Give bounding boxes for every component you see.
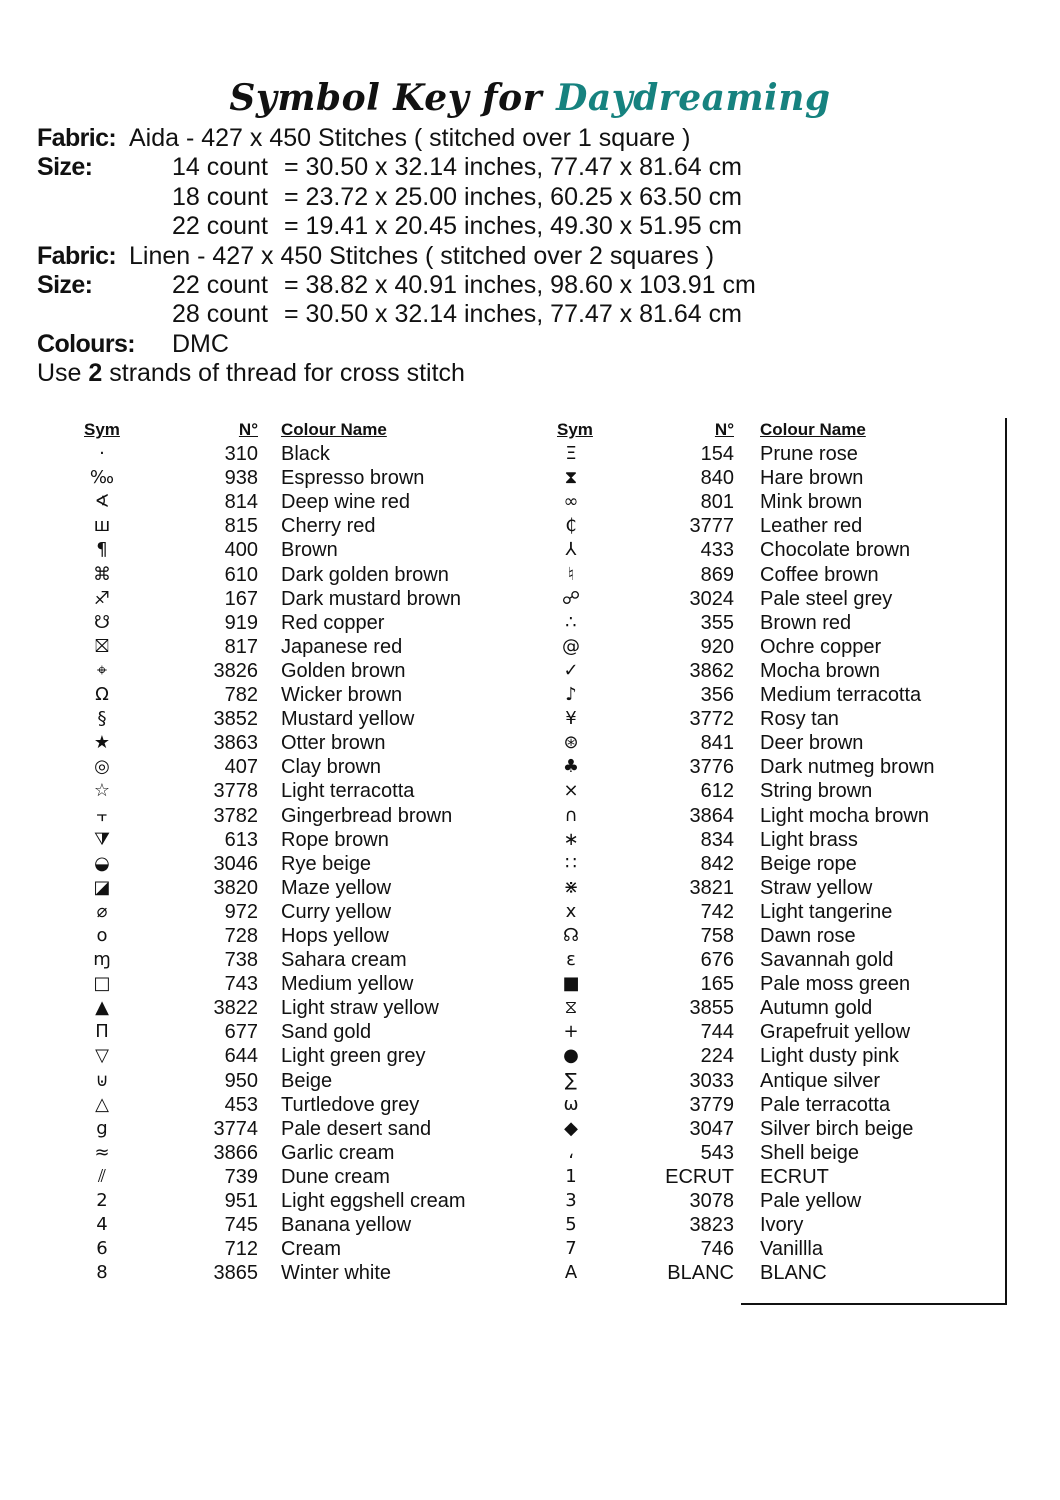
stitch-symbol-icon: ⌀ — [96, 900, 108, 922]
dmc-number: 3046 — [213, 852, 258, 875]
fabric-label: Fabric: — [37, 241, 117, 270]
stitch-symbol-icon: o — [96, 924, 108, 946]
colour-name: Hops yellow — [281, 924, 389, 947]
dmc-number: 3024 — [689, 587, 734, 610]
header-sym: Sym — [557, 420, 593, 439]
colour-name: Light terracotta — [281, 780, 415, 803]
colour-name: Pale steel grey — [760, 587, 893, 610]
dmc-number: 3078 — [689, 1190, 734, 1212]
stitch-symbol-icon: ⋇ — [563, 876, 579, 898]
dmc-number: 743 — [224, 973, 258, 996]
fabric-label: Fabric: — [37, 124, 117, 152]
dmc-number: 154 — [700, 443, 734, 466]
stitch-symbol-icon: □ — [93, 973, 111, 995]
dmc-number: 920 — [700, 635, 734, 658]
stitch-symbol-icon: ∷ — [565, 852, 577, 874]
stitch-symbol-icon: ★ — [93, 732, 111, 754]
dmc-number: 676 — [700, 949, 734, 972]
stitch-symbol-icon: ⨯ — [563, 780, 579, 802]
colour-name: Leather red — [760, 515, 863, 538]
dmc-number: 3864 — [689, 804, 734, 827]
stitch-symbol-icon: § — [97, 708, 107, 730]
colour-name: Hare brown — [760, 467, 864, 490]
stitch-symbol-icon: ⧗ — [564, 467, 578, 489]
colour-name: Cherry red — [281, 515, 376, 538]
dmc-number: 842 — [700, 852, 734, 875]
dmc-number: 644 — [224, 1045, 258, 1068]
colour-name: BLANC — [760, 1262, 827, 1285]
dmc-number: BLANC — [667, 1262, 734, 1285]
dmc-number: 728 — [224, 924, 258, 947]
dmc-number: 742 — [700, 900, 734, 923]
strands-pre: Use — [37, 359, 89, 388]
colour-name: Shell beige — [760, 1141, 859, 1164]
colour-name: Autumn gold — [760, 997, 873, 1020]
colour-name: Sahara cream — [281, 949, 407, 972]
colour-name: Rye beige — [281, 852, 372, 875]
colour-name: Medium yellow — [281, 973, 414, 996]
stitch-symbol-icon: Π — [95, 1021, 109, 1043]
dmc-number: 834 — [700, 828, 734, 851]
title-lead: Symbol Key for — [229, 77, 543, 119]
colour-name: Straw yellow — [760, 876, 873, 899]
stitch-symbol-icon: 4 — [96, 1214, 108, 1236]
colour-name: Japanese red — [281, 635, 403, 658]
colour-name: Rosy tan — [760, 708, 839, 731]
colour-name: Dark mustard brown — [281, 587, 462, 610]
dmc-number: 3777 — [689, 515, 734, 538]
colour-name: Turtledove grey — [281, 1093, 420, 1116]
dmc-number: 407 — [224, 756, 258, 779]
colour-name: Dawn rose — [760, 924, 856, 947]
dmc-number: 3779 — [689, 1093, 734, 1116]
colour-name: Pale terracotta — [760, 1093, 891, 1116]
dmc-number: 712 — [224, 1238, 258, 1261]
dmc-number: 167 — [224, 587, 258, 610]
stitch-symbol-icon: ɛ — [566, 949, 576, 971]
stitch-symbol-icon: ≈ — [94, 1141, 110, 1163]
colours-value: DMC — [172, 329, 229, 358]
stitch-symbol-icon: ∴ — [565, 611, 577, 633]
dmc-number: 3821 — [689, 876, 734, 899]
stitch-symbol-icon: ⫽ — [97, 1165, 107, 1187]
table-border-bottom — [741, 1303, 1007, 1305]
stitch-symbol-icon: ω — [563, 1093, 579, 1115]
dmc-number: 3776 — [689, 756, 734, 779]
colour-name: Pale moss green — [760, 973, 911, 996]
dmc-number: 433 — [700, 539, 734, 562]
colour-name: Golden brown — [281, 659, 406, 682]
colour-name: Wicker brown — [281, 684, 403, 707]
stitch-symbol-icon: @ — [562, 635, 580, 657]
colour-name: Brown red — [760, 611, 852, 634]
dmc-number: 738 — [224, 949, 258, 972]
stitch-symbol-icon: ⛝ — [95, 635, 109, 657]
size-count: 18 count — [172, 182, 268, 211]
colour-name: Banana yellow — [281, 1214, 412, 1237]
size-count: 22 count — [172, 270, 268, 299]
colour-name: Beige — [281, 1069, 333, 1092]
dmc-number: 543 — [700, 1141, 734, 1164]
colour-name: Deep wine red — [281, 491, 410, 514]
dmc-number: 3820 — [213, 876, 258, 899]
stitch-symbol-icon: ◆ — [564, 1117, 578, 1139]
stitch-symbol-icon: ◒ — [94, 852, 110, 874]
dmc-number: 841 — [700, 732, 734, 755]
dmc-number: 814 — [224, 491, 258, 514]
dmc-number: 3782 — [213, 804, 258, 827]
dmc-number: 938 — [224, 467, 258, 490]
colour-name: Beige rope — [760, 852, 857, 875]
stitch-symbol-icon: △ — [95, 1093, 109, 1115]
colour-name: Light straw yellow — [281, 997, 439, 1020]
stitch-symbol-icon: ♪ — [565, 684, 577, 706]
stitch-symbol-icon: Ω — [95, 684, 109, 706]
dmc-number: 3862 — [689, 659, 734, 682]
colour-name: Sand gold — [281, 1021, 372, 1044]
dmc-number: 3047 — [689, 1117, 734, 1140]
colour-name: Vanillla — [760, 1238, 823, 1261]
colour-name: Light green grey — [281, 1045, 426, 1068]
strands-count: 2 — [88, 359, 103, 388]
dmc-number: 677 — [224, 1021, 258, 1044]
dmc-number: 3822 — [213, 997, 258, 1020]
stitch-symbol-icon: ▽ — [95, 1045, 109, 1067]
stitch-symbol-icon: 6 — [96, 1238, 108, 1260]
stitch-symbol-icon: + — [563, 1021, 579, 1043]
size-label: Size: — [37, 270, 93, 299]
stitch-symbol-icon: 8 — [96, 1262, 108, 1284]
header-sym: Sym — [84, 420, 120, 439]
header-number: N° — [238, 420, 258, 439]
stitch-symbol-icon: · — [99, 443, 105, 465]
colour-name: Dark nutmeg brown — [760, 756, 935, 779]
dmc-number: 951 — [224, 1190, 258, 1212]
colour-name: Red copper — [281, 611, 385, 634]
stitch-symbol-icon: 2 — [96, 1190, 108, 1211]
colour-name: Mocha brown — [760, 659, 881, 682]
size-label: Size: — [37, 153, 93, 182]
stitch-symbol-icon: ⌘ — [93, 563, 111, 585]
dmc-number: 613 — [224, 828, 258, 851]
dmc-number: 610 — [224, 563, 258, 586]
stitch-symbol-icon: ♐ — [93, 587, 111, 609]
dmc-number: 739 — [224, 1165, 258, 1188]
colour-name: Savannah gold — [760, 949, 894, 972]
dmc-number: 355 — [700, 611, 734, 634]
dmc-number: 746 — [700, 1238, 734, 1261]
stitch-symbol-icon: ¶ — [96, 539, 108, 561]
stitch-symbol-icon: ⧖ — [564, 997, 578, 1019]
dmc-number: 745 — [224, 1214, 258, 1237]
dmc-number: 3863 — [213, 732, 258, 755]
dmc-number: 3826 — [213, 659, 258, 682]
size-value: = 38.82 x 40.91 inches, 98.60 x 103.91 cm — [284, 270, 756, 299]
colour-name: String brown — [760, 780, 873, 803]
stitch-symbol-icon: ∗ — [563, 828, 579, 850]
dmc-number: 224 — [700, 1045, 734, 1068]
colour-name: Dune cream — [281, 1165, 390, 1188]
colour-name: Brown — [281, 539, 338, 562]
stitch-symbol-icon: ☋ — [94, 611, 110, 633]
colour-name: Ochre copper — [760, 635, 882, 658]
stitch-symbol-icon: ∑ — [564, 1069, 578, 1091]
size-value: = 19.41 x 20.45 inches, 49.30 x 51.95 cm — [284, 212, 742, 241]
stitch-symbol-icon: ₵ — [565, 515, 577, 537]
stitch-symbol-icon: ◪ — [93, 876, 111, 898]
stitch-symbol-icon: ⧩ — [93, 828, 111, 850]
size-count: 22 count — [172, 212, 268, 241]
dmc-number: 744 — [700, 1021, 734, 1044]
stitch-symbol-icon: 3 — [565, 1190, 577, 1211]
size-value: = 23.72 x 25.00 inches, 60.25 x 63.50 cm — [284, 182, 742, 211]
stitch-symbol-icon: ▲ — [95, 997, 109, 1019]
stitch-symbol-icon: Ξ — [565, 443, 577, 465]
dmc-number: 869 — [700, 563, 734, 586]
header-number: N° — [714, 420, 734, 439]
page-title — [0, 76, 1060, 120]
colour-name: Garlic cream — [281, 1141, 395, 1164]
colour-name: Light eggshell cream — [281, 1190, 466, 1212]
dmc-number: 815 — [224, 515, 258, 538]
size-value: = 30.50 x 32.14 inches, 77.47 x 81.64 cm — [284, 300, 742, 329]
colour-name: Maze yellow — [281, 876, 392, 899]
dmc-number: 612 — [700, 780, 734, 803]
size-count: 14 count — [172, 153, 268, 182]
colour-name: Mink brown — [760, 491, 863, 514]
colour-name: Pale desert sand — [281, 1117, 432, 1140]
dmc-number: 919 — [224, 611, 258, 634]
dmc-number: 3823 — [689, 1214, 734, 1237]
stitch-symbol-icon: ¥ — [565, 708, 577, 730]
dmc-number: 817 — [224, 635, 258, 658]
stitch-symbol-icon: ☍ — [561, 587, 581, 609]
colour-name: Light brass — [760, 828, 858, 851]
colour-name: Grapefruit yellow — [760, 1021, 911, 1044]
dmc-number: 840 — [700, 467, 734, 490]
colour-name: Otter brown — [281, 732, 386, 755]
stitch-symbol-icon: ∩ — [564, 804, 578, 826]
stitch-symbol-icon: 7 — [565, 1238, 577, 1260]
dmc-number: 950 — [224, 1069, 258, 1092]
colour-name: Coffee brown — [760, 563, 879, 586]
colour-name: Gingerbread brown — [281, 804, 453, 827]
colour-name: Silver birch beige — [760, 1117, 914, 1140]
dmc-number: 453 — [224, 1093, 258, 1116]
table-border-right — [1005, 418, 1007, 1305]
colour-name: Light dusty pink — [760, 1045, 899, 1068]
stitch-symbol-icon: ● — [563, 1045, 579, 1067]
dmc-number: 310 — [224, 443, 258, 466]
stitch-symbol-icon: ⊛ — [563, 732, 579, 754]
stitch-symbol-icon: ، — [568, 1141, 574, 1163]
strands-note — [37, 359, 465, 388]
dmc-number: 3033 — [689, 1069, 734, 1092]
dmc-number: 165 — [700, 973, 734, 996]
colour-name: Clay brown — [281, 756, 382, 779]
colour-name: Espresso brown — [281, 467, 425, 490]
dmc-number: 3778 — [213, 780, 258, 803]
colour-name: Black — [281, 443, 330, 466]
stitch-symbol-icon: ♮ — [567, 563, 575, 585]
dmc-number: 400 — [224, 539, 258, 562]
aida-fabric-text: Aida - 427 x 450 Stitches ( stitched over 1 square ) — [129, 124, 691, 152]
colour-name: Pale yellow — [760, 1190, 862, 1212]
colour-name: Deer brown — [760, 732, 864, 755]
stitch-symbol-icon: ∢ — [94, 491, 110, 513]
dmc-number: 972 — [224, 900, 258, 923]
dmc-number: 758 — [700, 924, 734, 947]
dmc-number: 3866 — [213, 1141, 258, 1164]
stitch-symbol-icon: ∞ — [563, 491, 579, 513]
colour-name: Dark golden brown — [281, 563, 449, 586]
colour-name: Rope brown — [281, 828, 389, 851]
stitch-symbol-icon: ⫟ — [96, 804, 108, 826]
stitch-symbol-icon: ⌖ — [96, 659, 108, 681]
stitch-symbol-icon: ☆ — [93, 780, 111, 802]
colour-name: Cream — [281, 1238, 342, 1261]
stitch-symbol-icon: ɱ — [93, 949, 111, 971]
dmc-number: 3852 — [213, 708, 258, 731]
pattern-name: Daydreaming — [556, 77, 831, 119]
stitch-symbol-icon: A — [564, 1262, 578, 1284]
dmc-number: 3772 — [689, 708, 734, 731]
dmc-number: 3774 — [213, 1117, 258, 1140]
stitch-symbol-icon: x — [565, 900, 577, 922]
stitch-symbol-icon: ■ — [562, 973, 580, 995]
size-value: = 30.50 x 32.14 inches, 77.47 x 81.64 cm — [284, 153, 742, 182]
colour-name: Mustard yellow — [281, 708, 415, 731]
stitch-symbol-icon: ☊ — [563, 924, 579, 946]
colour-name: Antique silver — [760, 1069, 881, 1092]
colour-name: ECRUT — [760, 1165, 829, 1188]
stitch-symbol-icon: ⅄ — [565, 539, 577, 561]
colour-name: Chocolate brown — [760, 539, 911, 562]
colour-name: Medium terracotta — [760, 684, 922, 707]
colour-name: Light mocha brown — [760, 804, 929, 827]
dmc-number: 3865 — [213, 1262, 258, 1285]
header-colour-name: Colour Name — [281, 420, 387, 439]
size-count: 28 count — [172, 300, 268, 329]
dmc-number: ECRUT — [665, 1165, 734, 1188]
stitch-symbol-icon: 1 — [565, 1165, 577, 1187]
colour-name: Prune rose — [760, 443, 858, 466]
stitch-symbol-icon: ш — [93, 515, 111, 537]
header-colour-name: Colour Name — [760, 420, 866, 439]
dmc-number: 3855 — [689, 997, 734, 1020]
colour-name: Ivory — [760, 1214, 804, 1237]
stitch-symbol-icon: 5 — [565, 1214, 577, 1236]
linen-fabric-text: Linen - 427 x 450 Stitches ( stitched over 2 squares ) — [129, 241, 715, 270]
strands-post: strands of thread for cross stitch — [102, 359, 465, 388]
colour-name: Winter white — [281, 1262, 392, 1285]
stitch-symbol-icon: g — [96, 1117, 108, 1139]
stitch-symbol-icon: ✓ — [563, 659, 579, 681]
colour-name: Curry yellow — [281, 900, 392, 923]
dmc-number: 782 — [224, 684, 258, 707]
colours-label: Colours: — [37, 329, 135, 358]
stitch-symbol-icon: ‰ — [89, 467, 115, 489]
stitch-symbol-icon: ⊍ — [95, 1069, 109, 1091]
dmc-number: 801 — [700, 491, 734, 514]
colour-name: Light tangerine — [760, 900, 893, 923]
dmc-number: 356 — [700, 684, 734, 707]
stitch-symbol-icon: ◎ — [94, 756, 110, 778]
stitch-symbol-icon: ♣ — [562, 756, 580, 778]
